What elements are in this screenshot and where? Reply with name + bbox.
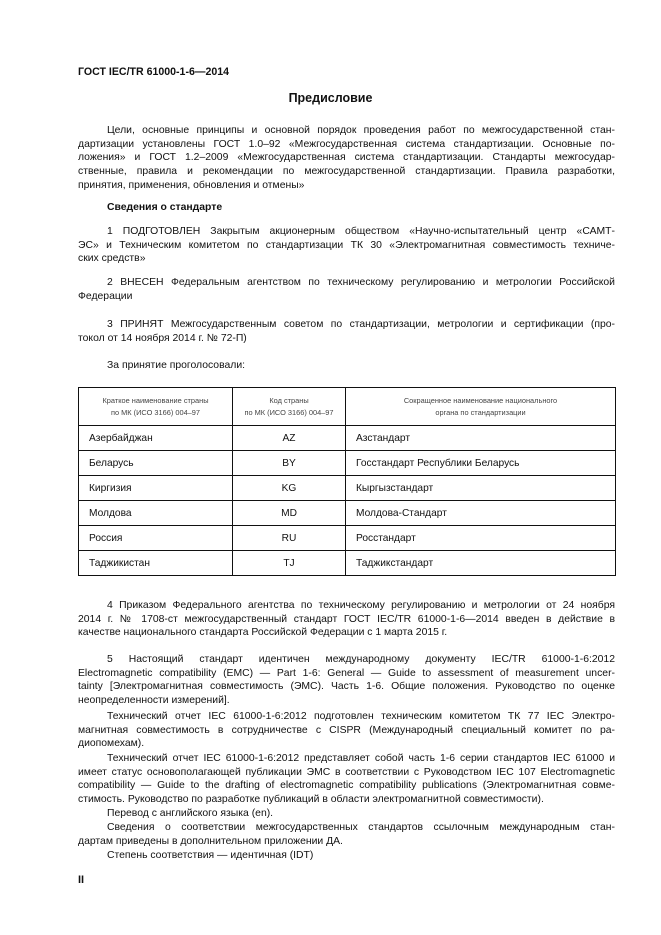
- text-line: диопомехам).: [78, 738, 145, 750]
- text-line: 4 Приказом Федерального агентства по техническому регулированию и метрологии от 24 ноября: [107, 600, 615, 611]
- code-cell: RU: [233, 526, 346, 551]
- paragraph-2: [78, 276, 615, 303]
- country-cell: Азербайджан: [79, 426, 233, 451]
- text-line: compatibility — Guide to the drafting of electromagnetic compatibility publications (Электромагнитная совме-: [78, 780, 615, 792]
- text-line: ЭС» и Техническим комитетом по стандартизации ТК 30 «Электромагнитная совместимость техниче-: [78, 239, 615, 251]
- paragraph-6: [78, 710, 615, 751]
- code-cell: BY: [233, 451, 346, 476]
- table-row: [79, 501, 616, 526]
- paragraph-5: [78, 653, 615, 708]
- text-line: 2 ВНЕСЕН Федеральным агентством по техническому регулированию и метрологии Российской: [107, 277, 615, 288]
- header-country: Краткое наименование страны по МК (ИСО 3166) 004–97: [79, 388, 233, 426]
- text-line: качестве национального стандарта Российской Федерации с 1 марта 2015 г.: [78, 627, 448, 639]
- text-line: 3 ПРИНЯТ Межгосударственным советом по стандартизации, метрологии и сертификации (про-: [107, 319, 615, 330]
- text-line: 1 ПОДГОТОВЛЕН Закрытым акционерным обществом «Научно-испытательный центр «САМТ-: [107, 226, 615, 237]
- code-cell: KG: [233, 476, 346, 501]
- table-row: [79, 451, 616, 476]
- text-line: Степень соответствия — идентичная (IDT): [107, 850, 314, 861]
- document-header: ГОСТ IEC/TR 61000-1-6—2014: [78, 66, 230, 78]
- text-line: Перевод с английского языка (en).: [107, 808, 274, 819]
- text-line: Сведения о соответствии межгосударственных стандартов ссылочным международным стан-: [107, 822, 615, 833]
- header-body: Сокращенное наименование национального органа по стандартизации: [346, 388, 616, 426]
- text-line: токол от 14 ноября 2014 г. № 72-П): [78, 332, 247, 344]
- text-line: неопределенности измерений].: [78, 695, 230, 707]
- paragraph-8: [78, 807, 615, 821]
- text-line: Цели, основные принципы и основной порядок проведения работ по межгосударственной стан-: [107, 125, 615, 136]
- text-line: ских средств»: [78, 253, 146, 265]
- text-line: ложения» и ГОСТ 1.2–2009 «Межгосударственная система стандартизации. Стандарты межгосудар-: [78, 152, 615, 164]
- page-number: II: [78, 874, 85, 886]
- table-row: [79, 476, 616, 501]
- text-line: принятия, применения, обновления и отмены»: [78, 179, 305, 191]
- header-code: Код страны по МК (ИСО 3166) 004–97: [233, 388, 346, 426]
- text-line: дартам приведены в дополнительном приложении ДА.: [78, 835, 343, 847]
- text-line: 5 Настоящий стандарт идентичен международному документу IEC/TR 61000-1-6:2012: [107, 654, 615, 665]
- body-cell: Таджикстандарт: [346, 551, 616, 576]
- country-cell: Беларусь: [79, 451, 233, 476]
- text-line: 2014 г. № 1708-ст межгосударственный стандарт ГОСТ IEC/TR 61000-1-6—2014 введен в действие в: [78, 613, 615, 625]
- section-subtitle: Сведения о стандарте: [107, 202, 223, 213]
- vote-label: За принятие проголосовали:: [107, 360, 246, 371]
- paragraph-3: [78, 318, 615, 345]
- text-line: имеет статус основополагающей публикации ЭМС в соответствии с Руководством IEC 107 Electromagnetic: [78, 766, 615, 778]
- body-cell: Молдова-Стандарт: [346, 501, 616, 526]
- paragraph-intro: [78, 124, 615, 192]
- paragraph-1: [78, 225, 615, 266]
- code-cell: MD: [233, 501, 346, 526]
- country-cell: Таджикистан: [79, 551, 233, 576]
- country-cell: Россия: [79, 526, 233, 551]
- text-line: Технический отчет IEC 61000-1-6:2012 подготовлен техническим комитетом ТК 77 IEC Электро-: [107, 711, 615, 722]
- body-cell: Азстандарт: [346, 426, 616, 451]
- table-row: [79, 426, 616, 451]
- code-cell: AZ: [233, 426, 346, 451]
- country-cell: Киргизия: [79, 476, 233, 501]
- text-line: Федерации: [78, 290, 133, 302]
- paragraph-10: [78, 849, 615, 863]
- text-line: стимость. Руководство по разработке публикаций в области электромагнитной совместимости).: [78, 794, 544, 806]
- body-cell: Госстандарт Республики Беларусь: [346, 451, 616, 476]
- paragraph-9: [78, 821, 615, 848]
- country-cell: Молдова: [79, 501, 233, 526]
- text-line: магнитная совместимость в сотрудничестве с CISPR (Международный специальный комитет по ра-: [78, 724, 615, 736]
- body-cell: Кыргызстандарт: [346, 476, 616, 501]
- code-cell: TJ: [233, 551, 346, 576]
- text-line: tainty [Электромагнитная совместимость (ЭМС). Часть 1-6. Общие положения. Руководство по оценке: [78, 681, 615, 693]
- table-header-row: [79, 388, 616, 426]
- body-cell: Росстандарт: [346, 526, 616, 551]
- countries-table: [78, 387, 616, 576]
- table-row: [79, 526, 616, 551]
- text-line: Технический отчет IEC 61000-1-6:2012 представляет собой часть 1-6 серии стандартов IEC 61000 и: [107, 753, 615, 764]
- paragraph-7: [78, 752, 615, 807]
- text-line: ственные, правила и рекомендации по межгосударственной стандартизации. Правила разработки,: [78, 166, 615, 178]
- text-line: Electromagnetic compatibility (EMC) — Part 1-6: General — Guide to assessment of measurement uncer-: [78, 667, 615, 679]
- text-line: дартизации установлены ГОСТ 1.0–92 «Межгосударственная система стандартизации. Основные по-: [78, 138, 615, 150]
- page-title: Предисловие: [288, 91, 373, 105]
- table-row: [79, 551, 616, 576]
- paragraph-4: [78, 599, 615, 640]
